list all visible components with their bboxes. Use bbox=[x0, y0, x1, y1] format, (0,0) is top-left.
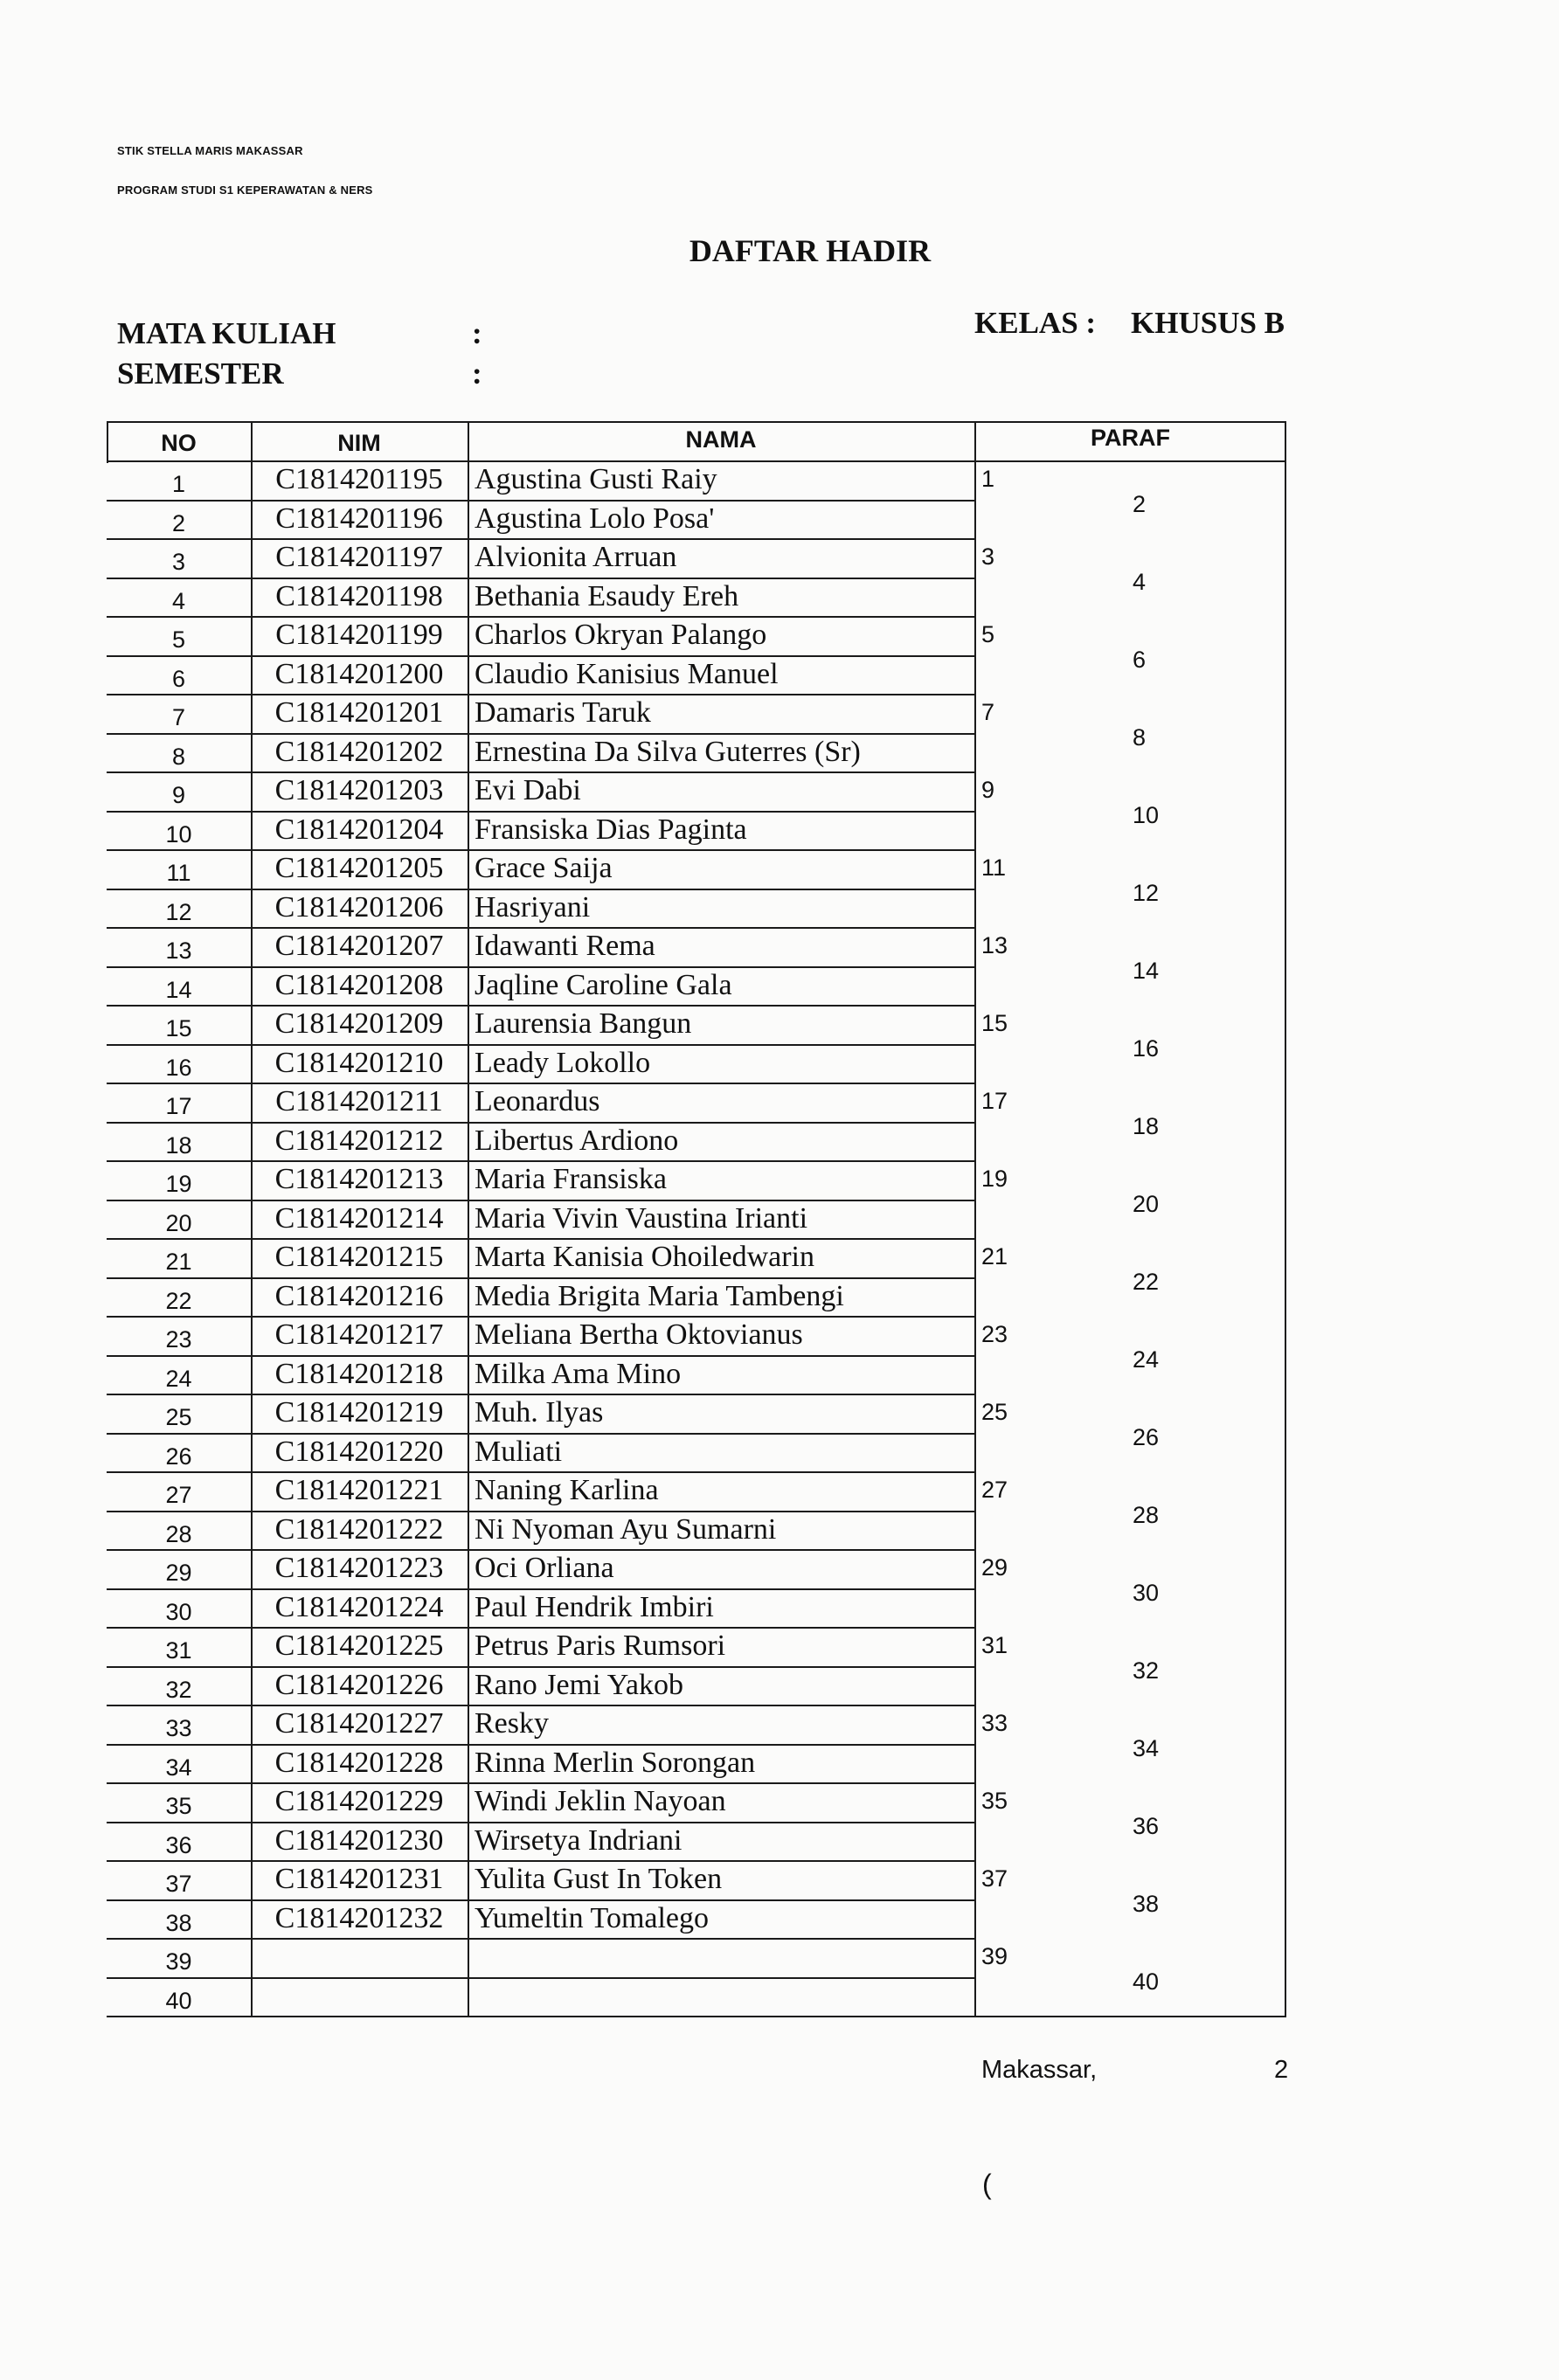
row-paraf: 28 bbox=[1133, 1501, 1160, 1528]
row-no: 25 bbox=[165, 1404, 192, 1430]
row-nama: Claudio Kanisius Manuel bbox=[475, 657, 779, 690]
row-no: 32 bbox=[165, 1676, 192, 1703]
table-row bbox=[107, 1705, 1286, 1744]
row-paraf: 24 bbox=[1133, 1346, 1160, 1373]
row-nim: C1814201212 bbox=[274, 1124, 444, 1157]
table-row bbox=[107, 1034, 1286, 1083]
row-no: 21 bbox=[165, 1249, 192, 1275]
row-no: 40 bbox=[165, 1987, 192, 2014]
row-divider bbox=[107, 1588, 974, 1590]
row-nim: C1814201215 bbox=[274, 1241, 444, 1273]
table-row bbox=[107, 1549, 1286, 1588]
header-nim: NIM bbox=[337, 430, 381, 456]
row-divider bbox=[107, 1666, 974, 1668]
table-row bbox=[107, 538, 1286, 578]
row-paraf: 5 bbox=[981, 621, 995, 647]
row-divider bbox=[107, 1005, 974, 1007]
row-no: 9 bbox=[171, 782, 186, 808]
row-nama: Windi Jeklin Nayoan bbox=[475, 1785, 726, 1817]
signature-name-bracket: ( bbox=[982, 2169, 992, 2200]
header-no: NO bbox=[161, 430, 197, 456]
row-paraf: 36 bbox=[1133, 1812, 1160, 1839]
row-divider bbox=[107, 771, 974, 773]
row-nama: Wirsetya Indriani bbox=[475, 1823, 682, 1857]
row-no: 27 bbox=[165, 1482, 192, 1508]
table-row bbox=[107, 490, 1286, 539]
row-divider bbox=[107, 733, 974, 735]
row-no: 34 bbox=[165, 1754, 192, 1781]
row-paraf: 1 bbox=[981, 466, 995, 492]
row-no: 30 bbox=[165, 1598, 192, 1625]
row-nim: C1814201199 bbox=[275, 619, 443, 651]
row-nama: Maria Fransiska bbox=[475, 1163, 668, 1195]
row-no: 20 bbox=[165, 1209, 192, 1236]
row-divider bbox=[107, 1471, 974, 1473]
row-divider bbox=[107, 538, 974, 540]
row-divider bbox=[107, 1238, 974, 1240]
row-divider bbox=[107, 889, 974, 890]
row-nim: C1814201201 bbox=[274, 696, 444, 729]
row-nim: C1814201211 bbox=[275, 1085, 443, 1117]
row-nama: Petrus Paris Rumsori bbox=[475, 1629, 726, 1662]
institution-name: STIK STELLA MARIS MAKASSAR bbox=[117, 144, 303, 157]
row-nama: Yumeltin Tomalego bbox=[475, 1901, 710, 1934]
row-divider bbox=[107, 694, 974, 695]
row-no: 35 bbox=[165, 1793, 192, 1819]
header-nama: NAMA bbox=[685, 426, 757, 453]
row-no: 19 bbox=[165, 1171, 192, 1197]
table-row bbox=[107, 1316, 1286, 1355]
row-no: 23 bbox=[165, 1326, 192, 1353]
row-nim: C1814201226 bbox=[274, 1668, 444, 1701]
table-row bbox=[107, 927, 1286, 966]
row-nama: Agustina Gusti Raiy bbox=[475, 463, 717, 495]
row-nim: C1814201208 bbox=[274, 968, 444, 1001]
row-nama: Charlos Okryan Palango bbox=[475, 619, 767, 651]
row-nama: Maria Vivin Vaustina Irianti bbox=[475, 1201, 808, 1235]
table-row bbox=[107, 616, 1286, 655]
signature-date: 2 bbox=[1274, 2056, 1289, 2084]
row-no: 10 bbox=[165, 820, 192, 848]
row-no: 22 bbox=[165, 1287, 192, 1314]
row-nama: Fransiska Dias Paginta bbox=[475, 813, 747, 846]
row-divider bbox=[107, 1938, 974, 1940]
row-no: 8 bbox=[171, 743, 186, 770]
table-row bbox=[107, 460, 1286, 500]
row-nama: Grace Saija bbox=[475, 852, 613, 884]
row-nama: Marta Kanisia Ohoiledwarin bbox=[475, 1241, 814, 1273]
row-paraf: 18 bbox=[1133, 1112, 1160, 1139]
row-paraf: 29 bbox=[981, 1554, 1008, 1581]
table-row bbox=[107, 1734, 1286, 1783]
row-nama: Rinna Merlin Sorongan bbox=[475, 1746, 756, 1779]
row-nim: C1814201219 bbox=[274, 1396, 444, 1429]
row-no: 7 bbox=[171, 704, 186, 730]
table-row bbox=[107, 1812, 1286, 1861]
row-divider bbox=[107, 1316, 974, 1318]
table-row bbox=[107, 1083, 1286, 1122]
table-row bbox=[107, 646, 1286, 695]
row-divider bbox=[107, 500, 974, 502]
row-paraf: 35 bbox=[981, 1788, 1008, 1814]
row-nama: Resky bbox=[475, 1707, 549, 1740]
row-divider bbox=[107, 1160, 974, 1162]
row-nim: C1814201231 bbox=[274, 1863, 444, 1895]
row-divider bbox=[107, 849, 974, 851]
row-paraf: 39 bbox=[981, 1943, 1008, 1969]
row-no: 11 bbox=[166, 860, 191, 886]
row-paraf: 32 bbox=[1133, 1657, 1160, 1684]
table-row bbox=[107, 771, 1286, 811]
table-row bbox=[107, 1238, 1286, 1277]
row-no: 26 bbox=[165, 1443, 192, 1470]
row-nim: C1814201200 bbox=[274, 657, 444, 690]
row-paraf: 13 bbox=[981, 932, 1008, 958]
document-title: DAFTAR HADIR bbox=[689, 233, 932, 268]
row-no: 33 bbox=[165, 1715, 192, 1741]
row-no: 15 bbox=[165, 1015, 192, 1041]
row-divider bbox=[107, 1744, 974, 1746]
kelas-label: KELAS : bbox=[974, 306, 1097, 340]
row-nim: C1814201204 bbox=[274, 813, 444, 846]
row-nama: Evi Dabi bbox=[475, 774, 581, 806]
table-row bbox=[107, 879, 1286, 928]
row-nim: C1814201207 bbox=[274, 930, 444, 962]
row-paraf: 10 bbox=[1133, 801, 1160, 828]
row-divider bbox=[107, 578, 974, 579]
semester-label: SEMESTER bbox=[117, 356, 284, 391]
row-paraf: 8 bbox=[1133, 723, 1147, 751]
table-left-border bbox=[107, 421, 108, 463]
row-no: 17 bbox=[165, 1093, 192, 1119]
row-nama: Milka Ama Mino bbox=[475, 1357, 682, 1390]
row-nim: C1814201227 bbox=[274, 1707, 444, 1740]
table-row bbox=[107, 1346, 1286, 1394]
row-paraf: 12 bbox=[1133, 879, 1160, 906]
row-paraf: 33 bbox=[981, 1710, 1008, 1736]
row-divider bbox=[107, 811, 974, 813]
row-nim: C1814201210 bbox=[274, 1046, 444, 1079]
row-paraf: 25 bbox=[981, 1399, 1008, 1425]
row-divider bbox=[107, 1433, 974, 1435]
row-no: 29 bbox=[165, 1560, 192, 1586]
row-nama: Damaris Taruk bbox=[475, 696, 651, 729]
row-nim: C1814201228 bbox=[274, 1746, 444, 1779]
row-nama: Hasriyani bbox=[475, 890, 591, 924]
row-no: 4 bbox=[171, 587, 186, 614]
row-no: 28 bbox=[165, 1520, 192, 1547]
row-nim: C1814201213 bbox=[274, 1163, 444, 1195]
mata-kuliah-colon: : bbox=[472, 316, 482, 350]
semester-colon: : bbox=[472, 356, 482, 391]
row-paraf: 22 bbox=[1133, 1268, 1160, 1295]
table-row bbox=[107, 723, 1286, 772]
row-no: 18 bbox=[165, 1131, 192, 1159]
row-paraf: 3 bbox=[981, 543, 995, 570]
row-nim: C1814201221 bbox=[274, 1474, 444, 1506]
row-nim: C1814201196 bbox=[275, 502, 443, 535]
row-divider bbox=[107, 1394, 974, 1395]
row-nim: C1814201202 bbox=[274, 735, 444, 768]
row-nama: Jaqline Caroline Gala bbox=[475, 968, 732, 1001]
table-top-border bbox=[107, 421, 1286, 423]
table-row bbox=[107, 1268, 1286, 1317]
table-right-border bbox=[1285, 421, 1286, 2017]
signature-city: Makassar, bbox=[981, 2056, 1098, 2084]
row-no: 14 bbox=[165, 976, 192, 1003]
row-divider bbox=[107, 1549, 974, 1551]
row-nama: Bethania Esaudy Ereh bbox=[475, 579, 739, 612]
table-row bbox=[107, 1005, 1286, 1044]
row-paraf: 20 bbox=[1133, 1190, 1160, 1217]
row-nama: Ernestina Da Silva Guterres (Sr) bbox=[475, 735, 861, 768]
row-paraf: 17 bbox=[981, 1088, 1008, 1114]
row-no: 31 bbox=[165, 1637, 192, 1664]
row-nim: C1814201197 bbox=[275, 541, 443, 573]
table-row bbox=[107, 1579, 1286, 1628]
row-no: 5 bbox=[171, 626, 186, 653]
row-divider bbox=[107, 1277, 974, 1279]
row-no: 12 bbox=[165, 898, 192, 925]
row-no: 38 bbox=[165, 1909, 192, 1936]
row-paraf: 6 bbox=[1133, 646, 1147, 673]
row-divider bbox=[107, 1122, 974, 1124]
row-nim: C1814201229 bbox=[274, 1785, 444, 1817]
program-name: PROGRAM STUDI S1 KEPERAWATAN & NERS bbox=[117, 183, 373, 197]
row-nama: Naning Karlina bbox=[475, 1474, 659, 1506]
row-nim: C1814201198 bbox=[275, 579, 443, 612]
table-row bbox=[107, 1394, 1286, 1433]
row-divider bbox=[107, 966, 974, 968]
row-nama: Libertus Ardiono bbox=[475, 1124, 679, 1157]
row-nim: C1814201223 bbox=[274, 1552, 444, 1584]
row-paraf: 19 bbox=[981, 1166, 1008, 1192]
row-divider bbox=[107, 1044, 974, 1046]
row-nim: C1814201232 bbox=[274, 1901, 444, 1934]
table-row bbox=[107, 1501, 1286, 1550]
row-no: 6 bbox=[171, 665, 186, 692]
row-nama: Idawanti Rema bbox=[475, 930, 655, 962]
header-paraf: PARAF bbox=[1091, 425, 1170, 451]
row-divider bbox=[107, 1860, 974, 1862]
column-divider bbox=[468, 421, 469, 2017]
row-nim: C1814201205 bbox=[274, 852, 444, 884]
row-nim: C1814201195 bbox=[275, 463, 443, 495]
row-no: 2 bbox=[171, 509, 186, 536]
row-no: 39 bbox=[165, 1948, 192, 1975]
row-nama: Paul Hendrik Imbiri bbox=[475, 1590, 714, 1623]
table-row bbox=[107, 1890, 1286, 1939]
row-no: 24 bbox=[165, 1365, 192, 1392]
table-row bbox=[107, 957, 1286, 1006]
row-divider bbox=[107, 1977, 974, 1979]
row-divider bbox=[107, 1355, 974, 1357]
row-paraf: 34 bbox=[1133, 1734, 1160, 1761]
row-divider bbox=[107, 1083, 974, 1084]
row-divider bbox=[107, 1705, 974, 1706]
table-row bbox=[107, 1860, 1286, 1899]
row-paraf: 26 bbox=[1133, 1423, 1160, 1450]
row-paraf: 27 bbox=[981, 1477, 1008, 1503]
row-divider bbox=[107, 1899, 974, 1901]
row-paraf: 30 bbox=[1133, 1579, 1160, 1606]
row-nama: Rano Jemi Yakob bbox=[475, 1668, 683, 1701]
kelas-value: KHUSUS B bbox=[1131, 306, 1285, 340]
table-row bbox=[107, 1190, 1286, 1239]
row-nim: C1814201217 bbox=[274, 1318, 444, 1351]
header-divider bbox=[107, 460, 1286, 462]
row-nim: C1814201206 bbox=[274, 890, 444, 924]
row-nama: Alvionita Arruan bbox=[475, 541, 677, 573]
row-nim: C1814201230 bbox=[274, 1823, 444, 1857]
row-divider bbox=[107, 1627, 974, 1629]
row-paraf: 37 bbox=[981, 1865, 1008, 1892]
table-row bbox=[107, 1160, 1286, 1200]
table-row bbox=[107, 1968, 1286, 2017]
row-nama: Leady Lokollo bbox=[475, 1046, 651, 1079]
row-no: 13 bbox=[165, 937, 192, 964]
table-row bbox=[107, 568, 1286, 617]
row-nama: Meliana Bertha Oktovianus bbox=[475, 1318, 803, 1351]
row-nama: Muh. Ilyas bbox=[475, 1396, 604, 1429]
table-row bbox=[107, 801, 1286, 850]
row-divider bbox=[107, 927, 974, 929]
row-paraf: 23 bbox=[981, 1321, 1008, 1347]
row-no: 1 bbox=[171, 471, 186, 497]
row-no: 3 bbox=[171, 549, 186, 575]
row-nim: C1814201209 bbox=[274, 1007, 444, 1040]
mata-kuliah-label: MATA KULIAH bbox=[117, 316, 336, 350]
attendance-table bbox=[107, 421, 1286, 2017]
row-nama: Leonardus bbox=[475, 1085, 600, 1117]
row-paraf: 16 bbox=[1133, 1034, 1160, 1062]
row-paraf: 15 bbox=[981, 1010, 1008, 1036]
row-nim: C1814201216 bbox=[274, 1279, 444, 1312]
row-divider bbox=[107, 1782, 974, 1784]
row-nim: C1814201203 bbox=[274, 774, 444, 806]
table-row bbox=[107, 1627, 1286, 1666]
row-nim: C1814201220 bbox=[274, 1435, 444, 1468]
row-nim: C1814201214 bbox=[274, 1201, 444, 1235]
row-nim: C1814201224 bbox=[274, 1590, 444, 1623]
table-bottom-border bbox=[107, 2016, 1286, 2017]
table-row bbox=[107, 1423, 1286, 1472]
column-divider bbox=[974, 421, 976, 2017]
table-row bbox=[107, 1938, 1286, 1977]
row-paraf: 31 bbox=[981, 1632, 1008, 1658]
row-divider bbox=[107, 616, 974, 618]
row-divider bbox=[107, 655, 974, 657]
row-no: 37 bbox=[165, 1871, 192, 1897]
column-divider bbox=[251, 421, 253, 2017]
row-paraf: 9 bbox=[981, 777, 995, 803]
row-nim: C1814201222 bbox=[274, 1512, 444, 1546]
row-paraf: 11 bbox=[981, 854, 1007, 881]
row-divider bbox=[107, 1822, 974, 1823]
row-divider bbox=[107, 1511, 974, 1512]
table-row bbox=[107, 1782, 1286, 1822]
row-paraf: 4 bbox=[1133, 568, 1147, 595]
row-nim: C1814201225 bbox=[274, 1629, 444, 1662]
row-nim: C1814201218 bbox=[274, 1357, 444, 1390]
row-nama: Laurensia Bangun bbox=[475, 1007, 692, 1040]
row-paraf: 7 bbox=[981, 699, 995, 725]
table-row bbox=[107, 1657, 1286, 1705]
row-nama: Muliati bbox=[475, 1435, 563, 1468]
row-paraf: 2 bbox=[1133, 490, 1147, 517]
table-row bbox=[107, 849, 1286, 889]
row-nama: Oci Orliana bbox=[475, 1552, 614, 1584]
row-nama: Ni Nyoman Ayu Sumarni bbox=[475, 1512, 777, 1546]
row-divider bbox=[107, 1200, 974, 1201]
row-nama: Agustina Lolo Posa' bbox=[475, 502, 715, 535]
row-paraf: 40 bbox=[1133, 1968, 1160, 1995]
row-no: 16 bbox=[165, 1054, 192, 1081]
row-nama: Yulita Gust In Token bbox=[475, 1863, 723, 1895]
table-row bbox=[107, 1471, 1286, 1511]
table-row bbox=[107, 694, 1286, 733]
row-nama: Media Brigita Maria Tambengi bbox=[475, 1279, 844, 1312]
table-row bbox=[107, 1112, 1286, 1161]
row-paraf: 38 bbox=[1133, 1890, 1160, 1917]
row-paraf: 21 bbox=[981, 1243, 1008, 1270]
row-paraf: 14 bbox=[1133, 957, 1160, 984]
row-no: 36 bbox=[165, 1831, 192, 1858]
